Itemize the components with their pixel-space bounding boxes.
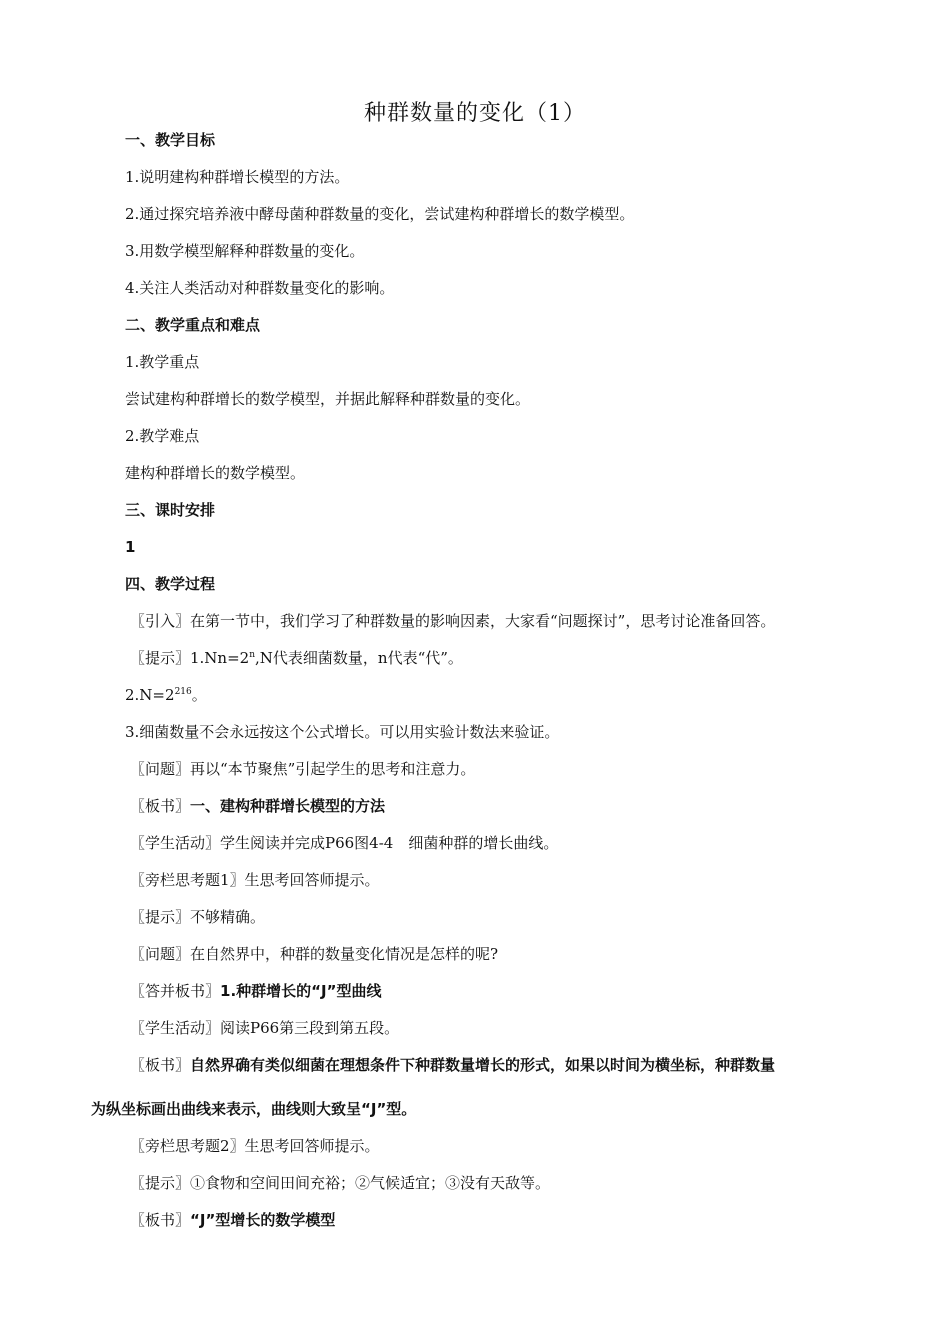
board-tag: 〖板书〗: [130, 797, 191, 815]
section-heading-key-points: 二、教学重点和难点: [125, 316, 261, 334]
goal-item: 3.用数学模型解释种群数量的变化。: [125, 242, 365, 260]
hint-line: 〖提示〗不够精确。: [130, 908, 266, 926]
hint-text: 〖提示〗1.Nn=2: [130, 649, 250, 667]
difficulty-label: 2.教学难点: [125, 427, 200, 445]
board-line: [130, 1055, 775, 1075]
board-line: [130, 796, 385, 816]
goal-item: 2.通过探究培养液中酵母菌种群数量的变化，尝试建构种群增长的数学模型。: [125, 205, 635, 223]
board-tag: 〖板书〗: [130, 1211, 191, 1229]
hint-text: ,N代表细菌数量，n代表“代”。: [255, 649, 463, 667]
board-tag: 〖答并板书〗: [130, 982, 221, 1000]
exponent: 216: [174, 687, 192, 697]
board-line: [130, 981, 381, 1001]
hint-line: [125, 685, 207, 705]
hint-line: 3.细菌数量不会永远按这个公式增长。可以用实验计数法来验证。: [125, 723, 560, 741]
hours-value: 1: [125, 538, 136, 556]
goal-item: 4.关注人类活动对种群数量变化的影响。: [125, 279, 395, 297]
question-line: 〖问题〗在自然界中，种群的数量变化情况是怎样的呢?: [130, 945, 499, 963]
board-text-continued: 为纵坐标画出曲线来表示，曲线则大致呈“J”型。: [91, 1100, 417, 1118]
hint-line: [130, 648, 463, 668]
board-text: 一、建构种群增长模型的方法: [190, 797, 386, 815]
document-title: 种群数量的变化（1）: [364, 101, 586, 126]
board-line: [130, 1210, 335, 1230]
intro-paragraph: 〖引入〗在第一节中，我们学习了种群数量的影响因素，大家看“问题探讨”，思考讨论准备回答。: [130, 612, 776, 630]
difficulty-text: 建构种群增长的数学模型。: [125, 464, 306, 482]
hint-line: 〖提示〗①食物和空间田间充裕；②气候适宜；③没有天敌等。: [130, 1174, 551, 1192]
board-text: 1.种群增长的“J”型曲线: [220, 982, 382, 1000]
section-heading-process: 四、教学过程: [125, 575, 216, 593]
key-point-label: 1.教学重点: [125, 353, 200, 371]
side-question-line: 〖旁栏思考题1〗生思考回答师提示。: [130, 871, 380, 889]
activity-line: 〖学生活动〗学生阅读并完成P66图4-4 细菌种群的增长曲线。: [130, 834, 559, 852]
goal-item: 1.说明建构种群增长模型的方法。: [125, 168, 350, 186]
board-text: 自然界确有类似细菌在理想条件下种群数量增长的形式，如果以时间为横坐标，种群数量: [190, 1056, 776, 1074]
exponent: n: [249, 650, 256, 660]
section-heading-goals: 一、教学目标: [125, 131, 216, 149]
activity-line: 〖学生活动〗阅读P66第三段到第五段。: [130, 1019, 400, 1037]
hint-text: 。: [191, 686, 207, 704]
side-question-line: 〖旁栏思考题2〗生思考回答师提示。: [130, 1137, 380, 1155]
question-line: 〖问题〗再以“本节聚焦”引起学生的思考和注意力。: [130, 760, 476, 778]
key-point-text: 尝试建构种群增长的数学模型，并据此解释种群数量的变化。: [125, 390, 531, 408]
board-text: “J”型增长的数学模型: [190, 1211, 336, 1229]
board-tag: 〖板书〗: [130, 1056, 191, 1074]
hint-text: 2.N=2: [125, 686, 175, 704]
section-heading-hours: 三、课时安排: [125, 501, 216, 519]
